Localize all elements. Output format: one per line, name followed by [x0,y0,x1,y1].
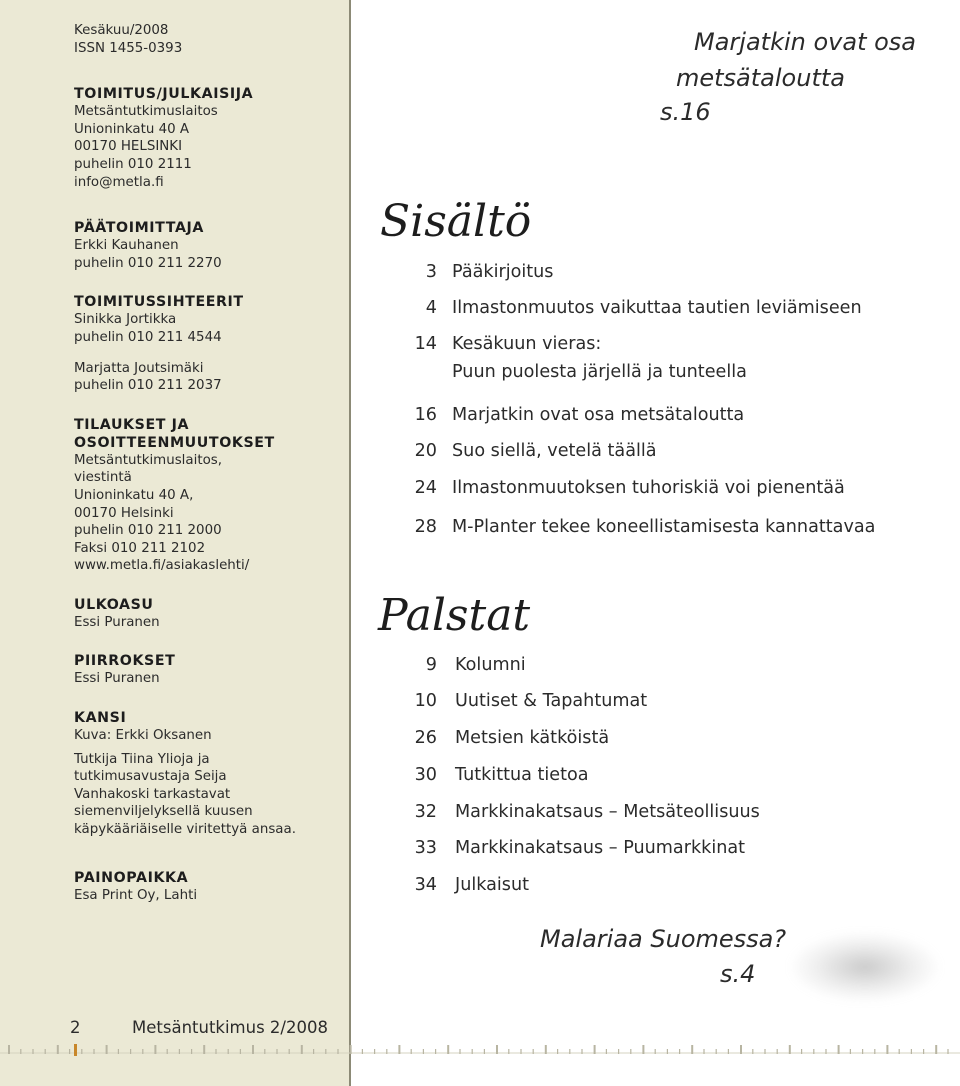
column-page: 26 [414,728,437,748]
ruler-tick [813,1049,814,1054]
editorial-secretaries-heading: TOIMITUSSIHTEERIT [74,294,244,311]
ruler-tick [520,1049,521,1054]
ruler-tick [313,1049,314,1054]
ruler-tick [374,1049,375,1054]
ruler-tick [337,1049,338,1054]
toc-title: Marjatkin ovat osa metsätaloutta [452,405,745,425]
publisher-heading: TOIMITUS/JULKAISIJA [74,86,254,103]
subscriptions-heading-line: TILAUKSET JA [74,416,190,433]
ruler-tick [618,1049,619,1054]
ruler-tick [167,1049,168,1054]
column-title: Markkinakatsaus – Metsäteollisuus [455,802,760,822]
ruler-tick [264,1049,265,1054]
ruler-tick [935,1045,937,1054]
masthead-content [74,22,344,904]
toc-title: Pääkirjoitus [452,262,554,282]
column-title: Metsien kätköistä [455,728,610,748]
ruler-tick [93,1049,94,1054]
ruler-tick [886,1045,888,1054]
ruler-tick [191,1049,192,1054]
secretary-phone: puhelin 010 211 2037 [74,378,222,394]
ruler-tick [703,1049,704,1054]
blurred-image-fragment [790,932,940,1002]
cover-photo-credit: Kuva: Erkki Oksanen [74,728,212,744]
ruler-tick [289,1049,290,1054]
toc-title: M-Planter tekee koneellistamisesta kannattavaa [452,517,876,537]
editor-in-chief-heading: PÄÄTOIMITTAJA [74,220,204,237]
column-page: 32 [414,802,437,822]
ruler-tick [655,1049,656,1054]
publisher-line: Unioninkatu 40 A [74,121,190,137]
cover-caption-line: käpykääriäiselle viritettyä ansaa. [74,822,296,838]
toc-page: 20 [414,441,437,461]
toc-title: Suo siellä, vetelä täällä [452,441,657,461]
subscriptions-line: puhelin 010 211 2000 [74,523,222,539]
ruler-tick [32,1049,33,1054]
ruler-tick [350,1045,352,1054]
ruler-tick [923,1049,924,1054]
ruler-tick [679,1049,680,1054]
ruler-tick [569,1049,570,1054]
toc-page: 28 [414,517,437,537]
ruler-tick [557,1049,558,1054]
ruler-tick [154,1045,156,1054]
column-page: 9 [425,655,437,675]
column-title: Markkinakatsaus – Puumarkkinat [455,838,746,858]
ruler-tick [215,1049,216,1054]
illustrations-heading: PIIRROKSET [74,653,176,670]
ruler-tick [581,1049,582,1054]
secretary-name: Sinikka Jortikka [74,312,177,328]
column-title: Tutkittua tietoa [455,765,589,785]
ruler-tick [777,1049,778,1054]
ruler-tick [594,1045,596,1054]
ruler-tick [203,1045,205,1054]
columns-title: Palstat [378,590,531,641]
toc-title: Ilmastonmuutoksen tuhoriskiä voi pienentää [452,478,845,498]
ruler-tick [533,1049,534,1054]
subscriptions-line: viestintä [74,470,132,486]
column-title: Julkaisut [455,875,529,895]
ruler-tick [874,1049,875,1054]
ruler-tick [362,1049,363,1054]
ruler-tick [301,1045,303,1054]
column-page: 34 [414,875,437,895]
editor-in-chief-phone: puhelin 010 211 2270 [74,255,222,271]
ruler-tick [423,1049,424,1054]
ruler-tick [45,1049,46,1054]
toc-page: 16 [414,405,437,425]
teaser-top-line2: metsätaloutta [676,64,845,92]
ruler-tick [252,1045,254,1054]
ruler-tick [325,1049,326,1054]
ruler-tick [911,1049,912,1054]
toc-title: Kesäkuun vieras: [452,334,602,354]
printer-heading: PAINOPAIKKA [74,869,189,886]
ruler-tick [606,1049,607,1054]
ruler-tick [69,1049,70,1054]
ruler-tick [789,1045,791,1054]
ruler-tick [496,1045,498,1054]
ruler-tick [825,1049,826,1054]
ruler-tick [691,1045,693,1054]
masthead-sidebar [0,0,351,1086]
cover-caption-line: Tutkija Tiina Ylioja ja [74,751,210,767]
ruler-tick [838,1045,840,1054]
column-title: Kolumni [455,655,526,675]
publisher-line: 00170 HELSINKI [74,139,183,155]
subscriptions-line: Unioninkatu 40 A, [74,487,194,503]
issue-date: Kesäkuu/2008 [74,23,169,38]
ruler-tick [508,1049,509,1054]
column-page: 30 [414,765,437,785]
ruler-tick [81,1049,82,1054]
ruler-tick [142,1049,143,1054]
ruler-tick [459,1049,460,1054]
ruler-tick [57,1045,59,1054]
ruler-tick [899,1049,900,1054]
subscriptions-line: 00170 Helsinki [74,505,174,521]
toc-page: 3 [425,262,437,282]
cover-heading: KANSI [74,710,127,727]
ruler-tick [947,1049,948,1054]
ruler-tick [472,1049,473,1054]
column-title: Uutiset & Tapahtumat [455,691,648,711]
ruler-tick [240,1049,241,1054]
ruler-accent-tick [74,1044,77,1056]
ruler-tick [545,1045,547,1054]
ruler-tick [740,1045,742,1054]
ruler-tick [752,1049,753,1054]
ruler-tick [276,1049,277,1054]
subscriptions-line: Metsäntutkimuslaitos, [74,452,223,468]
subscriptions-line: Faksi 010 211 2102 [74,540,206,556]
ruler-tick [862,1049,863,1054]
toc-page: 24 [414,478,437,498]
teaser-bottom-page: s.4 [720,960,756,988]
ruler-tick [484,1049,485,1054]
publisher-line: puhelin 010 2111 [74,156,192,172]
subscriptions-heading [74,416,344,452]
ruler-tick [850,1049,851,1054]
layout-name: Essi Puranen [74,614,160,630]
editor-in-chief-name: Erkki Kauhanen [74,238,179,254]
toc-page: 4 [425,298,437,318]
toc-title: Ilmastonmuutos vaikuttaa tautien leviämiseen [452,298,862,318]
subscriptions-url: www.metla.fi/asiakaslehti/ [74,558,250,574]
cover-caption-line: tutkimusavustaja Seija [74,769,227,785]
ruler-tick [728,1049,729,1054]
ruler-tick [642,1045,644,1054]
ruler-tick [130,1049,131,1054]
ruler-tick [20,1049,21,1054]
publisher-line: Metsäntutkimuslaitos [74,104,218,120]
ruler-tick [801,1049,802,1054]
column-page: 33 [414,838,437,858]
ruler-tick [106,1045,108,1054]
secretary-name: Marjatta Joutsimäki [74,360,204,376]
publication-name: Metsäntutkimus 2/2008 [132,1018,328,1037]
ruler-tick [386,1049,387,1054]
toc-page: 14 [414,334,437,354]
ruler-tick [228,1049,229,1054]
printer-name: Esa Print Oy, Lahti [74,887,198,903]
illustrations-name: Essi Puranen [74,671,160,687]
ruler-tick [764,1049,765,1054]
ruler-tick [411,1049,412,1054]
decorative-rule [0,1044,960,1058]
teaser-bottom-line1: Malariaa Suomessa? [540,925,787,953]
page-number: 2 [70,1018,81,1037]
column-page: 10 [414,691,437,711]
toc-title-line2: Puun puolesta järjellä ja tunteella [452,362,747,382]
cover-caption-line: Vanhakoski tarkastavat [74,786,231,802]
page-footer [70,1018,328,1037]
ruler-tick [398,1045,400,1054]
teaser-top-line1: Marjatkin ovat osa [694,28,916,56]
teaser-top-page: s.16 [660,98,711,126]
contents-title: Sisältö [380,196,532,247]
subscriptions-heading-line: OSOITTEENMUUTOKSET [74,434,275,451]
layout-heading: ULKOASU [74,596,154,613]
ruler-tick [435,1049,436,1054]
ruler-tick [447,1045,449,1054]
ruler-tick [667,1049,668,1054]
cover-caption-line: siemenviljelyksellä kuusen [74,804,253,820]
ruler-tick [8,1045,10,1054]
ruler-tick [630,1049,631,1054]
ruler-tick [118,1049,119,1054]
ruler-tick [179,1049,180,1054]
ruler-tick [716,1049,717,1054]
publisher-email: info@metla.fi [74,174,164,190]
issn: ISSN 1455-0393 [74,40,183,56]
secretary-phone: puhelin 010 211 4544 [74,329,222,345]
